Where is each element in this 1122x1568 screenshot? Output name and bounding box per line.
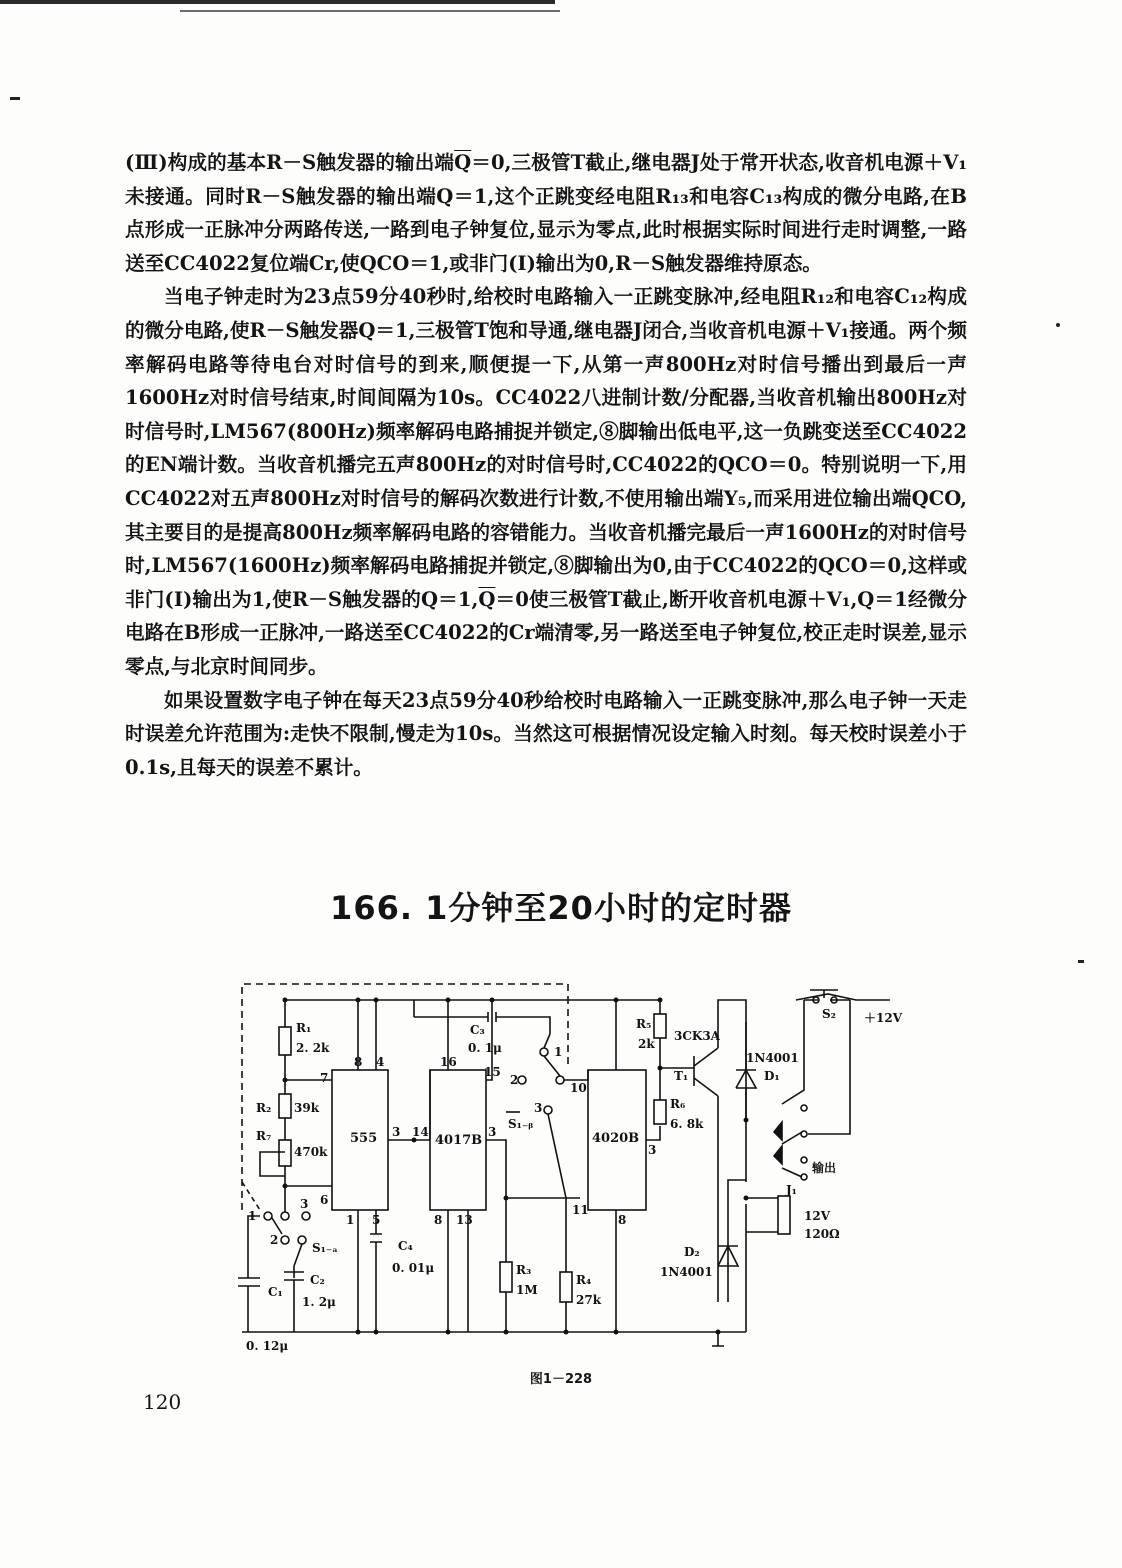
- r1-label: R₁: [296, 1021, 312, 1035]
- c2-value: 1. 2μ: [302, 1295, 336, 1309]
- c3-label: C₃: [470, 1023, 485, 1037]
- c3-value: 0. 1μ: [468, 1041, 502, 1055]
- s1a-label: S₁₋ₐ: [312, 1241, 338, 1255]
- r6-label: R₆: [670, 1097, 686, 1111]
- r1-value: 2. 2k: [296, 1041, 330, 1055]
- pin-label: 16: [440, 1055, 457, 1069]
- pin-label: 4: [376, 1055, 385, 1069]
- pin-label: 15: [484, 1065, 501, 1079]
- t1-label: T₁: [674, 1069, 689, 1083]
- c1-label: C₁: [268, 1285, 283, 1299]
- r2-label: R₂: [256, 1101, 272, 1115]
- circuit-diagram: [230, 972, 970, 1362]
- ic-4017-label: 4017B: [435, 1133, 483, 1148]
- switch-pos: 1: [248, 1209, 257, 1223]
- c2-label: C₂: [310, 1273, 325, 1287]
- paragraph-3: 如果设置数字电子钟在每天23点59分40秒给校时电路输入一正跳变脉冲,那么电子钟一天走时误差允许范围为:走快不限制,慢走为10s。当然这可根据情况设定输入时刻。每天校时误差小于0.1s,且每天的误差不累计。: [125, 688, 967, 779]
- pin-label: 1: [346, 1213, 355, 1227]
- s2-label: S₂: [822, 1007, 836, 1021]
- switch-pos: 2: [510, 1073, 519, 1087]
- r4-label: R₄: [576, 1273, 592, 1287]
- relay-resistance: 120Ω: [804, 1227, 840, 1241]
- pin-label: 8: [354, 1055, 363, 1069]
- r5-value: 2k: [638, 1037, 655, 1051]
- ic-555-label: 555: [350, 1131, 378, 1146]
- c1-value: 0. 12μ: [246, 1339, 289, 1353]
- r2-value: 39k: [294, 1101, 320, 1115]
- d2-type: 1N4001: [660, 1265, 713, 1279]
- scan-speck: [1056, 323, 1060, 327]
- pin-label: 3: [392, 1125, 401, 1139]
- pin-label: 13: [456, 1213, 473, 1227]
- switch-pos: 1: [554, 1045, 563, 1059]
- s1b-label: S₁₋ᵦ: [508, 1117, 534, 1131]
- pin-label: 14: [412, 1125, 429, 1139]
- paragraph-2: 当电子钟走时为23点59分40秒时,给校时电路输入一正跳变脉冲,经电阻R₁₂和电容C₁₂构成的微分电路,使R－S触发器Q＝1,三极管T饱和导通,继电器J闭合,当收音机电源＋V₁接通。两个频率解码电路等待电台对时信号的到来,顺便提一下,从第一声800Hz对时信号播出到最后一声1600Hz对时信号结束,时间间隔为10s。CC4022八进制计数/分配器,当收音机输出800Hz对时信号时,LM567(800Hz)频率解码电路捕捉并锁定,⑧脚输出低电平,这一负跳变送至CC4022的EN端计数。当收音机播完五声800Hz的对时信号时,CC4022的QCO＝0。特别说明一下,用CC4022对五声800Hz对时信号的解码次数进行计数,不使用输出端Y₅,而采用进位输出端QCO,其主要目的是提高800Hz频率解码电路的容错能力。当收音机播完最后一声1600Hz的对时信号时,LM567(1600Hz)频率解码电路捕捉并锁定,⑧脚输出为0,由于CC4022的QCO＝0,这样或非门(Ⅰ)输出为1,使R－S触发器的$Q=1,\overline{Q}=0$使三极管T截止,断开收音机电源＋V₁,Q＝1经微分电路在B形成一正脉冲,一路送至CC4022的Cr端清零,另一路送至电子钟复位,校正走时误差,显示零点,与北京时间同步。: [125, 285, 967, 678]
- pin-label: 6: [320, 1193, 329, 1207]
- pin-label: 5: [372, 1213, 381, 1227]
- switch-pos: 3: [534, 1101, 543, 1115]
- switch-pos: 2: [270, 1233, 279, 1247]
- scan-edge-top: [0, 0, 555, 4]
- figure-caption: 图1－228: [529, 1372, 593, 1387]
- r6-value: 6. 8k: [670, 1117, 704, 1131]
- section-title: 166. 1分钟至20小时的定时器: [330, 889, 792, 927]
- margin-mark: [10, 97, 20, 100]
- r7-value: 470k: [294, 1145, 328, 1159]
- t1-type: 3CK3A: [674, 1029, 720, 1043]
- pin-label: 3: [648, 1143, 657, 1157]
- paragraph-1: (Ⅲ)构成的基本R－S触发器的输出端$\overline{Q}=0$,三极管T截止,继电器J处于常开状态,收音机电源＋V₁未接通。同时R－S触发器的输出端Q＝1,这个正跳变经电阻R₁₃和电容C₁₃构成的微分电路,在B点形成一正脉冲分两路传送,一路到电子钟复位,显示为零点,此时根据实际时间进行走时调整,一路送至CC4022复位端Cr,使QCO＝1,或非门(Ⅰ)输出为0,R－S触发器维持原态。: [125, 151, 967, 275]
- d2-label: D₂: [684, 1245, 700, 1259]
- c4-label: C₄: [398, 1239, 413, 1253]
- relay-voltage: 12V: [804, 1209, 831, 1223]
- page-number: 120: [143, 1390, 182, 1414]
- c4-value: 0. 01μ: [392, 1261, 435, 1275]
- r7-label: R₇: [256, 1129, 272, 1143]
- pin-label: 10: [570, 1081, 587, 1095]
- pin-label: 8: [434, 1213, 443, 1227]
- r5-label: R₅: [636, 1017, 652, 1031]
- ic-4020-label: 4020B: [592, 1131, 640, 1146]
- q-bar: $\overline{Q}$: [478, 587, 496, 611]
- r3-label: R₃: [516, 1263, 532, 1277]
- r4-value: 27k: [576, 1293, 602, 1307]
- scan-speck: [1078, 960, 1084, 963]
- pin-label: 8: [618, 1213, 627, 1227]
- relay-label: J₁: [786, 1183, 797, 1197]
- d1-type: 1N4001: [746, 1051, 799, 1065]
- q-bar: $\overline{Q}$: [454, 151, 472, 174]
- output-label: 输出: [812, 1161, 837, 1175]
- r3-value: 1M: [516, 1283, 538, 1297]
- body-text: [125, 146, 967, 784]
- pin-label: 11: [572, 1203, 589, 1217]
- pin-label: 3: [488, 1125, 497, 1139]
- pin-label: 7: [320, 1071, 329, 1085]
- switch-pos: 3: [300, 1197, 309, 1211]
- supply-label: ＋12V: [864, 1011, 903, 1025]
- d1-label: D₁: [764, 1069, 780, 1083]
- scan-edge-line: [180, 10, 560, 12]
